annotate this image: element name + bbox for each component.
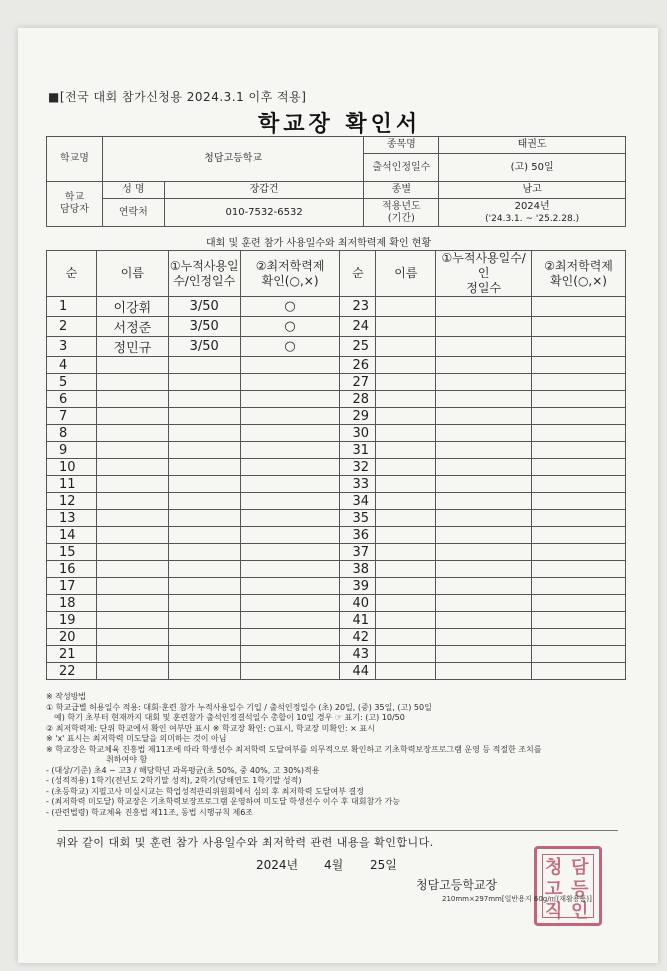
table-header-row [47, 251, 626, 297]
instruction-line: - (최저학력 미도달) 학교장은 기초학력보장프로그램 운영하여 미도달 학생선수 이수 후 대회참가 가능 [46, 797, 400, 806]
divider [58, 830, 618, 831]
col-acad-right-line-2: 확인(○,×) [550, 273, 607, 288]
table-row [47, 544, 626, 561]
instruction-line: 취하여야 함 [106, 755, 148, 764]
col-acad-line-1: ②최저학력제 [255, 258, 325, 273]
seal-glyph: 직 [545, 901, 563, 922]
student-name [96, 578, 168, 595]
days-used-right [436, 425, 532, 442]
student-name-right [376, 629, 436, 646]
instruction-line: - (초등학교) 지필고사 미실시교는 학업성적관리위원회에서 심의 후 최저학력 도달여부 결정 [46, 786, 364, 796]
row-number-right: 44 [340, 663, 376, 680]
row-number: 8 [47, 425, 97, 442]
row-number: 2 [47, 317, 97, 337]
days-used [168, 357, 240, 374]
manager-label-line-2: 담당자 [59, 204, 89, 215]
row-number-right: 24 [340, 317, 376, 337]
student-name-right [376, 595, 436, 612]
days-used [168, 612, 240, 629]
academic-check: ○ [240, 317, 340, 337]
document-page [18, 28, 658, 963]
year-label-line-2: (기간) [387, 212, 415, 224]
table-row [47, 442, 626, 459]
table-row [47, 646, 626, 663]
academic-check-right [532, 595, 626, 612]
academic-check [240, 578, 340, 595]
student-name-right [376, 646, 436, 663]
student-name [96, 646, 168, 663]
col-acad [240, 251, 340, 297]
student-name [96, 425, 168, 442]
student-name-right [376, 425, 436, 442]
student-name-right [376, 317, 436, 337]
col-days [168, 251, 240, 297]
student-name [96, 663, 168, 680]
academic-check [240, 357, 340, 374]
row-number: 19 [47, 612, 97, 629]
student-name [96, 374, 168, 391]
days-used [168, 646, 240, 663]
row-number-right: 37 [340, 544, 376, 561]
attendance-label: 출석인정일수 [364, 154, 439, 182]
table-row [47, 612, 626, 629]
student-name-right [376, 374, 436, 391]
student-name [96, 629, 168, 646]
student-name [96, 510, 168, 527]
academic-check-right [532, 408, 626, 425]
col-days-right-line-2: 정일수 [466, 281, 502, 295]
table-row [47, 493, 626, 510]
student-name [96, 408, 168, 425]
seal-glyph: 청 [545, 857, 563, 878]
student-name-right [376, 612, 436, 629]
manager-label [47, 182, 103, 227]
academic-check-right [532, 527, 626, 544]
days-used-right [436, 337, 532, 357]
student-name-right [376, 544, 436, 561]
row-number-right: 26 [340, 357, 376, 374]
academic-check-right [532, 646, 626, 663]
days-used: 3/50 [168, 317, 240, 337]
student-name [96, 493, 168, 510]
row-number: 21 [47, 646, 97, 663]
col-acad-line-2: 확인(○,×) [261, 273, 319, 288]
table-caption: 대회 및 훈련 참가 사용일수와 최저학력제 확인 현황 [206, 238, 432, 249]
row-number-right: 43 [340, 646, 376, 663]
academic-check [240, 442, 340, 459]
row-number: 14 [47, 527, 97, 544]
student-name [96, 561, 168, 578]
student-name-right [376, 391, 436, 408]
days-used-right [436, 408, 532, 425]
student-name [96, 612, 168, 629]
student-name: 정민규 [96, 337, 168, 357]
academic-check-right [532, 425, 626, 442]
manager-label-line-1: 학교 [64, 192, 85, 203]
row-number: 4 [47, 357, 97, 374]
student-name-right [376, 357, 436, 374]
days-used [168, 510, 240, 527]
student-name-right [376, 476, 436, 493]
col-acad-right [532, 251, 626, 297]
seal-glyph: 고 [545, 879, 563, 900]
year-label-line-1: 적용년도 [382, 200, 421, 212]
row-number: 5 [47, 374, 97, 391]
table-row [47, 317, 626, 337]
days-used-right [436, 595, 532, 612]
academic-check: ○ [240, 337, 340, 357]
academic-check [240, 510, 340, 527]
instruction-line: ※ 작성방법 [46, 692, 87, 701]
student-name-right [376, 578, 436, 595]
row-number-right: 40 [340, 595, 376, 612]
date-month: 4월 [324, 858, 344, 872]
table-row [47, 510, 626, 527]
col-days-line-1: ①누적사용일 [169, 258, 239, 273]
academic-check-right [532, 317, 626, 337]
academic-check-right [532, 612, 626, 629]
academic-check [240, 425, 340, 442]
student-name [96, 476, 168, 493]
row-number-right: 41 [340, 612, 376, 629]
student-name-right [376, 493, 436, 510]
days-used: 3/50 [168, 337, 240, 357]
gender-value: 남고 [439, 182, 626, 199]
year-value [439, 199, 626, 227]
paper-spec: 210mm×297mm[일반용지 60g/㎡(재활용품)] [442, 895, 592, 903]
academic-check-right [532, 391, 626, 408]
academic-check-right [532, 629, 626, 646]
student-name [96, 595, 168, 612]
page-title: 학교장 확인서 [258, 112, 422, 137]
row-number: 20 [47, 629, 97, 646]
row-number: 13 [47, 510, 97, 527]
days-used-right [436, 357, 532, 374]
instructions [46, 692, 636, 818]
col-name-right: 이름 [376, 251, 436, 297]
row-number-right: 39 [340, 578, 376, 595]
academic-check-right [532, 663, 626, 680]
academic-check-right [532, 510, 626, 527]
instruction-line: ※ 'x' 표시는 최저학력 미도달을 의미하는 것이 아님 [46, 734, 227, 743]
col-no-right: 순 [340, 251, 376, 297]
row-number-right: 25 [340, 337, 376, 357]
row-number: 9 [47, 442, 97, 459]
table-row [47, 578, 626, 595]
info-table [46, 136, 626, 227]
row-number-right: 27 [340, 374, 376, 391]
days-used [168, 578, 240, 595]
days-used-right [436, 317, 532, 337]
days-used-right [436, 459, 532, 476]
academic-check-right [532, 297, 626, 317]
student-name [96, 357, 168, 374]
contact-value: 010-7532-6532 [164, 199, 364, 227]
days-used-right [436, 561, 532, 578]
col-days-line-2: 수/인정일수 [173, 273, 236, 288]
days-used-right [436, 374, 532, 391]
name-value: 장갑건 [164, 182, 364, 199]
confirm-text: 위와 같이 대회 및 훈련 참가 사용일수와 최저학력 관련 내용을 확인합니다. [56, 836, 434, 849]
academic-check: ○ [240, 297, 340, 317]
academic-check [240, 544, 340, 561]
academic-check [240, 612, 340, 629]
instruction-line: - (관련법령) 학교체육 진흥법 제11조, 동법 시행규칙 제6조 [46, 807, 254, 817]
row-number: 7 [47, 408, 97, 425]
table-row [47, 663, 626, 680]
academic-check [240, 374, 340, 391]
row-number-right: 34 [340, 493, 376, 510]
table-row [47, 297, 626, 317]
row-number-right: 38 [340, 561, 376, 578]
table-row [47, 527, 626, 544]
event-value: 태권도 [439, 137, 626, 154]
student-name [96, 544, 168, 561]
instruction-line: - (대상/기준) 초4 ~ 고3 / 해당학년 과목평균(초 50%, 중 40%, 고 30%)적용 [46, 765, 320, 775]
student-name-right [376, 459, 436, 476]
seal-glyph: 담 [571, 857, 589, 878]
principal-name: 청담고등학교장 [416, 878, 498, 892]
col-days-right-line-1: ①누적사용일수/인 [441, 251, 526, 280]
academic-check [240, 408, 340, 425]
days-used-right [436, 629, 532, 646]
row-number: 12 [47, 493, 97, 510]
student-name-right [376, 408, 436, 425]
row-number-right: 31 [340, 442, 376, 459]
table-row [47, 561, 626, 578]
school-seal [534, 846, 602, 926]
days-used [168, 459, 240, 476]
school-label: 학교명 [47, 137, 103, 182]
seal-glyph: 인 [571, 901, 589, 922]
table-row [47, 595, 626, 612]
table-row [47, 476, 626, 493]
row-number: 17 [47, 578, 97, 595]
days-used [168, 595, 240, 612]
row-number-right: 29 [340, 408, 376, 425]
academic-check [240, 527, 340, 544]
year-label [364, 199, 439, 227]
row-number-right: 36 [340, 527, 376, 544]
days-used [168, 663, 240, 680]
days-used-right [436, 663, 532, 680]
table-row [47, 391, 626, 408]
col-days-right [436, 251, 532, 297]
academic-check-right [532, 374, 626, 391]
days-used-right [436, 391, 532, 408]
row-number-right: 23 [340, 297, 376, 317]
table-row [47, 408, 626, 425]
academic-check [240, 476, 340, 493]
student-name-right [376, 442, 436, 459]
row-number: 11 [47, 476, 97, 493]
academic-check [240, 595, 340, 612]
days-used-right [436, 476, 532, 493]
student-name-right [376, 337, 436, 357]
academic-check [240, 646, 340, 663]
days-used [168, 374, 240, 391]
student-name-right [376, 527, 436, 544]
academic-check-right [532, 459, 626, 476]
col-name: 이름 [96, 251, 168, 297]
academic-check [240, 629, 340, 646]
row-number-right: 32 [340, 459, 376, 476]
student-name [96, 391, 168, 408]
days-used [168, 408, 240, 425]
table-row [47, 337, 626, 357]
days-used-right [436, 442, 532, 459]
year-value-line-1: 2024년 [514, 200, 550, 212]
contact-label: 연락처 [102, 199, 164, 227]
academic-check-right [532, 561, 626, 578]
row-number: 1 [47, 297, 97, 317]
table-row [47, 425, 626, 442]
student-name-right [376, 297, 436, 317]
col-acad-right-line-1: ②최저학력제 [544, 258, 613, 273]
academic-check [240, 459, 340, 476]
event-label: 종목명 [364, 137, 439, 154]
name-label: 성 명 [102, 182, 164, 199]
participation-table [46, 250, 626, 680]
days-used-right [436, 527, 532, 544]
academic-check-right [532, 337, 626, 357]
date-day: 25일 [370, 858, 397, 872]
days-used [168, 391, 240, 408]
days-used [168, 493, 240, 510]
academic-check-right [532, 442, 626, 459]
instruction-line: - (성적적용) 1학기(전년도 2학기말 성적), 2학기(당해연도 1학기말 성적) [46, 776, 302, 785]
table-row [47, 629, 626, 646]
row-number-right: 28 [340, 391, 376, 408]
row-number-right: 35 [340, 510, 376, 527]
academic-check-right [532, 357, 626, 374]
days-used-right [436, 493, 532, 510]
student-name: 서정준 [96, 317, 168, 337]
col-no: 순 [47, 251, 97, 297]
days-used-right [436, 612, 532, 629]
days-used [168, 544, 240, 561]
days-used [168, 476, 240, 493]
days-used-right [436, 646, 532, 663]
days-used [168, 527, 240, 544]
attendance-value: (고) 50일 [439, 154, 626, 182]
row-number-right: 30 [340, 425, 376, 442]
header-note: ■[전국 대회 참가신청용 2024.3.1 이후 적용] [48, 90, 307, 104]
table-row [47, 357, 626, 374]
student-name [96, 527, 168, 544]
days-used-right [436, 297, 532, 317]
academic-check-right [532, 493, 626, 510]
student-name [96, 442, 168, 459]
days-used-right [436, 578, 532, 595]
instruction-line: ※ 학교장은 학교체육 진흥법 제11조에 따라 학생선수 최저학력 도달여부를 의무적으로 확인하고 기초학력보장프로그램 운영 등 적절한 조치를 [46, 744, 542, 754]
row-number: 22 [47, 663, 97, 680]
academic-check [240, 391, 340, 408]
days-used [168, 561, 240, 578]
row-number: 15 [47, 544, 97, 561]
seal-glyph: 등 [571, 879, 589, 900]
days-used [168, 425, 240, 442]
academic-check [240, 663, 340, 680]
gender-label: 종별 [364, 182, 439, 199]
days-used-right [436, 544, 532, 561]
date-year: 2024년 [256, 858, 299, 872]
student-name [96, 459, 168, 476]
row-number: 3 [47, 337, 97, 357]
academic-check-right [532, 544, 626, 561]
academic-check-right [532, 578, 626, 595]
row-number: 6 [47, 391, 97, 408]
instruction-line: ① 학교급별 허용일수 적용: 대회·훈련 참가 누적사용일수 기입 / 출석인정일수 (초) 20일, (중) 35일, (고) 50일 [46, 702, 432, 712]
year-value-line-2: ('24.3.1. ~ '25.2.28.) [485, 213, 580, 224]
row-number: 10 [47, 459, 97, 476]
row-number-right: 33 [340, 476, 376, 493]
days-used-right [436, 510, 532, 527]
row-number-right: 42 [340, 629, 376, 646]
academic-check [240, 561, 340, 578]
student-name-right [376, 663, 436, 680]
academic-check-right [532, 476, 626, 493]
table-row [47, 374, 626, 391]
instruction-line: ② 최저학력제: 단위 학교에서 확인 여부만 표시 ※ 학교장 확인: ○표시, 학교장 미확인: × 표시 [46, 723, 375, 733]
student-name-right [376, 510, 436, 527]
row-number: 18 [47, 595, 97, 612]
table-row [47, 459, 626, 476]
student-name-right [376, 561, 436, 578]
student-name: 이강휘 [96, 297, 168, 317]
days-used [168, 629, 240, 646]
school-name: 청담고등학교 [102, 137, 364, 182]
row-number: 16 [47, 561, 97, 578]
instruction-line: 예) 학기 초부터 현재까지 대회 및 훈련참가 출석인정결석일수 총합이 10일 경우 ☞ 표기: (고) 10/50 [54, 713, 405, 722]
days-used [168, 442, 240, 459]
days-used: 3/50 [168, 297, 240, 317]
academic-check [240, 493, 340, 510]
